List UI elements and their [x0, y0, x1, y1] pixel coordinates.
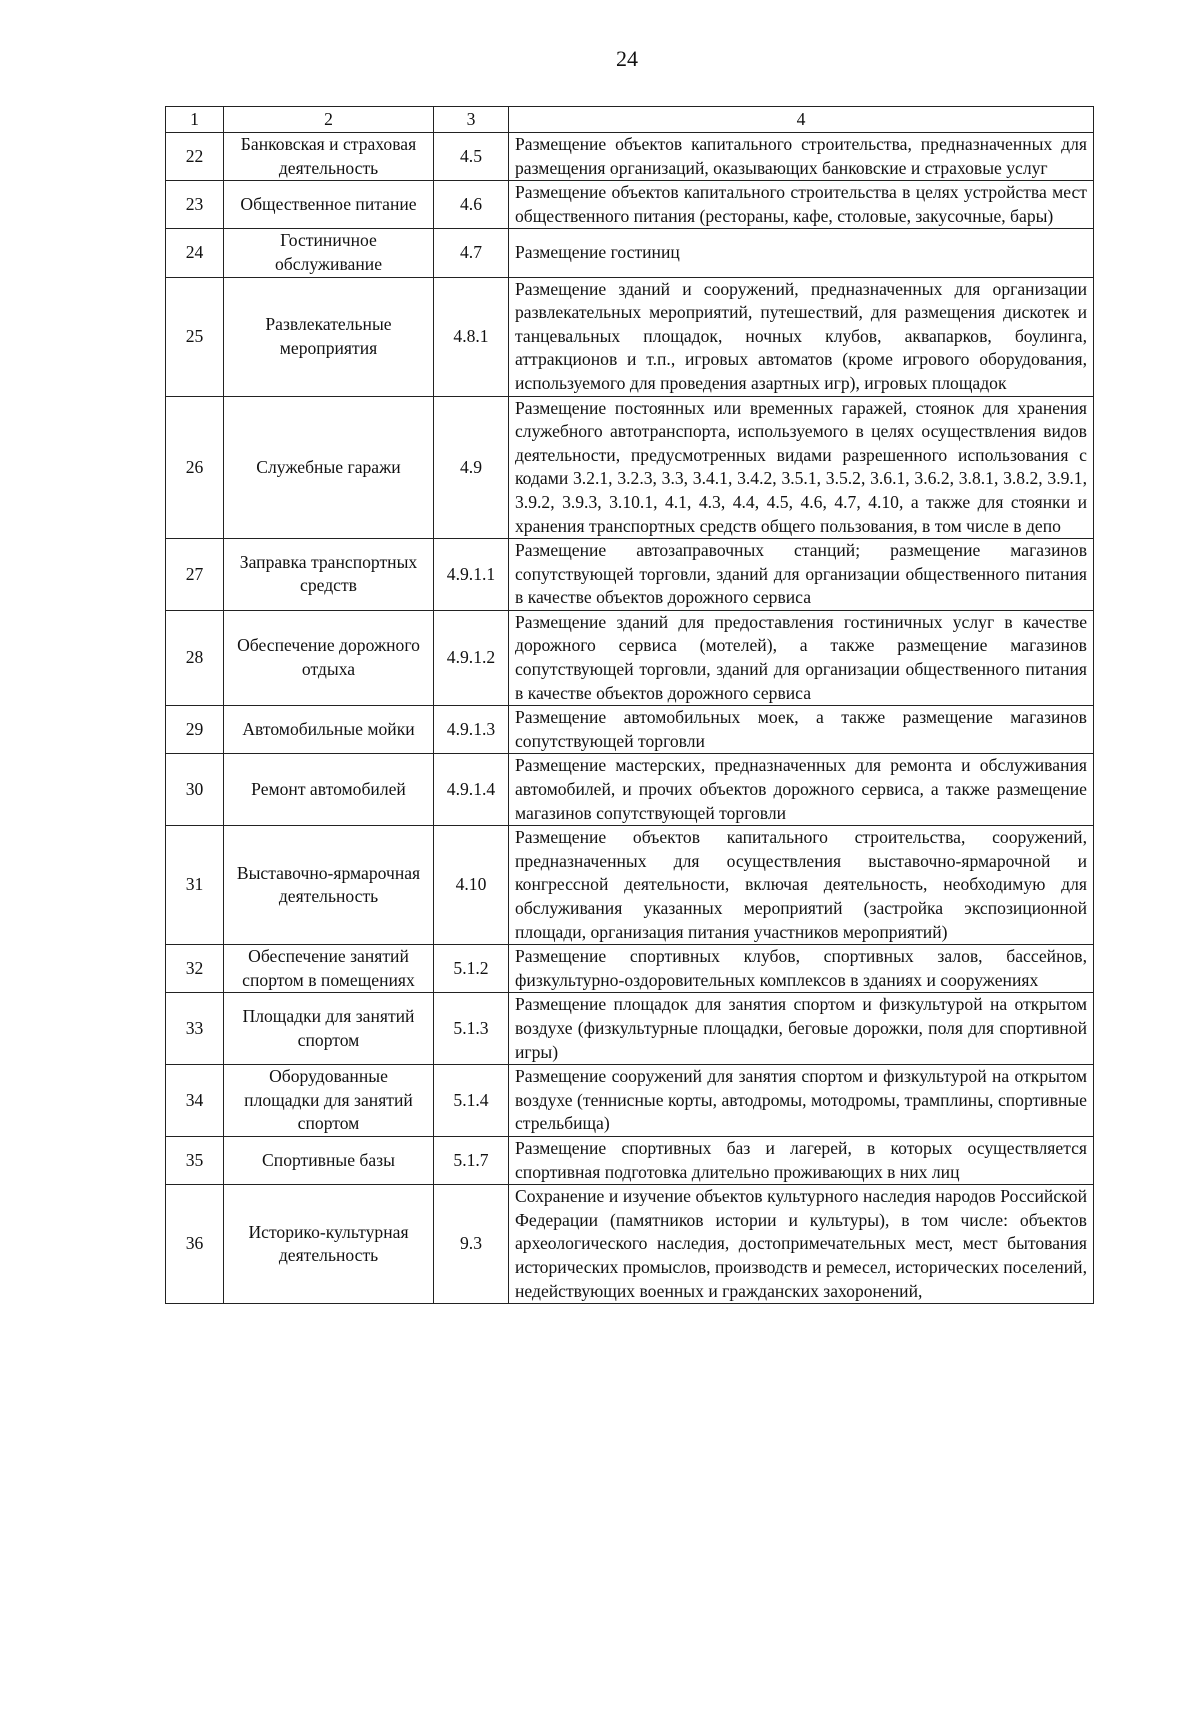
- row-number: 35: [166, 1136, 224, 1184]
- use-type-name: Автомобильные мойки: [224, 706, 434, 754]
- column-header: 2: [224, 107, 434, 133]
- table-row: [166, 396, 1094, 539]
- use-type-name: Развлекательные мероприятия: [224, 277, 434, 396]
- column-header: 1: [166, 107, 224, 133]
- use-type-description: Размещение автомобильных моек, а также размещение магазинов сопутствующей торговли: [509, 706, 1094, 754]
- use-type-name: Обеспечение дорожного отдыха: [224, 610, 434, 705]
- use-type-name: Служебные гаражи: [224, 396, 434, 539]
- land-use-table: [165, 106, 1094, 1304]
- row-number: 24: [166, 229, 224, 277]
- use-type-name: Обеспечение занятий спортом в помещениях: [224, 945, 434, 993]
- use-type-code: 4.9.1.2: [434, 610, 509, 705]
- use-type-name: Историко-культурная деятельность: [224, 1185, 434, 1304]
- table-row: [166, 826, 1094, 945]
- use-type-description: Размещение сооружений для занятия спортом и физкультурой на открытом воздухе (теннисные корты, автодромы, мотодромы, трамплины, спортивные стрельбища): [509, 1065, 1094, 1137]
- row-number: 25: [166, 277, 224, 396]
- row-number: 34: [166, 1065, 224, 1137]
- row-number: 26: [166, 396, 224, 539]
- use-type-description: Размещение зданий и сооружений, предназначенных для организации развлекательных мероприятий, путешествий, для размещения дискотек и танцевальных площадок, ночных клубов, аквапарков, боулинга, аттракционов и т.п., игровых автоматов (кроме игрового оборудования, используемого для проведения азартных игр), игровых площадок: [509, 277, 1094, 396]
- use-type-name: Спортивные базы: [224, 1136, 434, 1184]
- use-type-description: Размещение объектов капитального строительства, предназначенных для размещения организаций, оказывающих банковские и страховые услуг: [509, 133, 1094, 181]
- use-type-name: Выставочно-ярмарочная деятельность: [224, 826, 434, 945]
- use-type-code: 4.9.1.3: [434, 706, 509, 754]
- use-type-code: 4.9: [434, 396, 509, 539]
- table-row: [166, 1136, 1094, 1184]
- use-type-description: Размещение объектов капитального строительства, сооружений, предназначенных для осуществления выставочно-ярмарочной и конгрессной деятельности, включая деятельность, необходимую для обслуживания указанных мероприятий (застройка экспозиционной площади, организация питания участников мероприятий): [509, 826, 1094, 945]
- table-header-row: [166, 107, 1094, 133]
- use-type-name: Гостиничное обслуживание: [224, 229, 434, 277]
- use-type-code: 5.1.4: [434, 1065, 509, 1137]
- row-number: 23: [166, 181, 224, 229]
- use-type-code: 4.10: [434, 826, 509, 945]
- use-type-name: Банковская и страховая деятельность: [224, 133, 434, 181]
- use-type-code: 4.8.1: [434, 277, 509, 396]
- use-type-name: Общественное питание: [224, 181, 434, 229]
- use-type-code: 5.1.3: [434, 993, 509, 1065]
- table-row: [166, 539, 1094, 611]
- table-row: [166, 993, 1094, 1065]
- use-type-description: Размещение автозаправочных станций; размещение магазинов сопутствующей торговли, зданий для организации общественного питания в качестве объектов дорожного сервиса: [509, 539, 1094, 611]
- table-row: [166, 181, 1094, 229]
- row-number: 27: [166, 539, 224, 611]
- use-type-code: 4.9.1.1: [434, 539, 509, 611]
- table-row: [166, 754, 1094, 826]
- row-number: 31: [166, 826, 224, 945]
- row-number: 33: [166, 993, 224, 1065]
- column-header: 3: [434, 107, 509, 133]
- use-type-code: 9.3: [434, 1185, 509, 1304]
- use-type-name: Площадки для занятий спортом: [224, 993, 434, 1065]
- use-type-description: Размещение объектов капитального строительства в целях устройства мест общественного питания (рестораны, кафе, столовые, закусочные, бары): [509, 181, 1094, 229]
- use-type-code: 4.7: [434, 229, 509, 277]
- table-row: [166, 1065, 1094, 1137]
- row-number: 32: [166, 945, 224, 993]
- row-number: 30: [166, 754, 224, 826]
- table-row: [166, 1185, 1094, 1304]
- use-type-name: Ремонт автомобилей: [224, 754, 434, 826]
- use-type-code: 5.1.2: [434, 945, 509, 993]
- use-type-code: 4.6: [434, 181, 509, 229]
- table-row: [166, 706, 1094, 754]
- table-row: [166, 610, 1094, 705]
- table-row: [166, 277, 1094, 396]
- column-header: 4: [509, 107, 1094, 133]
- use-type-code: 4.9.1.4: [434, 754, 509, 826]
- use-type-name: Заправка транспортных средств: [224, 539, 434, 611]
- use-type-description: Размещение гостиниц: [509, 229, 1094, 277]
- row-number: 29: [166, 706, 224, 754]
- page-number: 24: [616, 46, 638, 71]
- use-type-description: Размещение спортивных клубов, спортивных залов, бассейнов, физкультурно-оздоровительных комплексов в зданиях и сооружениях: [509, 945, 1094, 993]
- use-type-description: Сохранение и изучение объектов культурного наследия народов Российской Федерации (памятников истории и культуры), в том числе: объектов археологического наследия, достопримечательных мест, мест бытования исторических промыслов, производств и ремесел, исторических поселений, недействующих военных и гражданских захоронений,: [509, 1185, 1094, 1304]
- use-type-description: Размещение мастерских, предназначенных для ремонта и обслуживания автомобилей, и прочих объектов дорожного сервиса, а также размещение магазинов сопутствующей торговли: [509, 754, 1094, 826]
- use-type-name: Оборудованные площадки для занятий спортом: [224, 1065, 434, 1137]
- table-row: [166, 229, 1094, 277]
- use-type-description: Размещение зданий для предоставления гостиничных услуг в качестве дорожного сервиса (мотелей), а также размещение магазинов сопутствующей торговли, зданий для организации общественного питания в качестве объектов дорожного сервиса: [509, 610, 1094, 705]
- row-number: 22: [166, 133, 224, 181]
- use-type-code: 4.5: [434, 133, 509, 181]
- table-row: [166, 945, 1094, 993]
- row-number: 36: [166, 1185, 224, 1304]
- use-type-description: Размещение постоянных или временных гаражей, стоянок для хранения служебного автотранспорта, используемого в целях осуществления видов деятельности, предусмотренных видами разрешенного использования с кодами 3.2.1, 3.2.3, 3.3, 3.4.1, 3.4.2, 3.5.1, 3.5.2, 3.6.1, 3.6.2, 3.8.1, 3.8.2, 3.9.1, 3.9.2, 3.9.3, 3.10.1, 4.1, 4.3, 4.4, 4.5, 4.6, 4.7, 4.10, а также для стоянки и хранения транспортных средств общего пользования, в том числе в депо: [509, 396, 1094, 539]
- use-type-code: 5.1.7: [434, 1136, 509, 1184]
- row-number: 28: [166, 610, 224, 705]
- use-type-description: Размещение спортивных баз и лагерей, в которых осуществляется спортивная подготовка длительно проживающих в них лиц: [509, 1136, 1094, 1184]
- use-type-description: Размещение площадок для занятия спортом и физкультурой на открытом воздухе (физкультурные площадки, беговые дорожки, поля для спортивной игры): [509, 993, 1094, 1065]
- table-row: [166, 133, 1094, 181]
